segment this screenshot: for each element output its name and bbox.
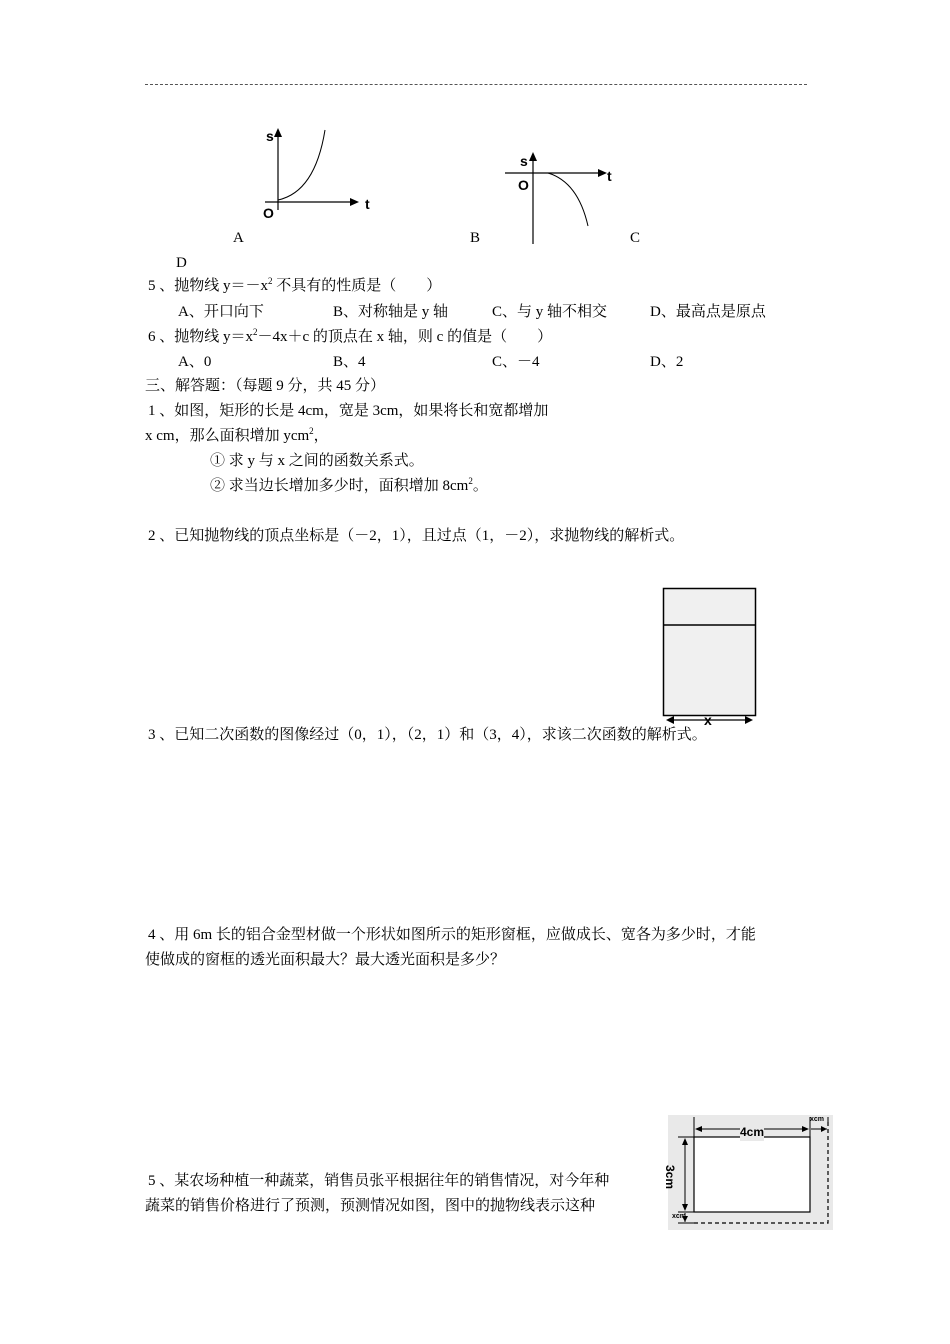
option-d-label: D: [176, 255, 187, 271]
graph-b-origin: O: [518, 177, 529, 193]
graph-a-t-label: t: [365, 196, 370, 212]
p5-line1: 5 、某农场种植一种蔬菜，销售员张平根据往年的销售情况，对今年种: [148, 1173, 610, 1189]
p4-line1: 4 、用 6m 长的铝合金型材做一个形状如图所示的矩形窗框，应做成长、宽各为多少时，才能: [148, 927, 756, 943]
q5-option-c: C、与 y 轴不相交: [492, 304, 608, 320]
option-c-label: C: [630, 230, 641, 246]
q5-option-b: B、对称轴是 y 轴: [333, 304, 449, 320]
option-b-label: B: [470, 230, 481, 246]
q6-option-d: D、2: [650, 354, 684, 370]
rect-increment-label-bottom: xcm: [672, 1213, 687, 1220]
option-a-label: A: [233, 230, 244, 246]
q6-option-a: A、0: [178, 354, 212, 370]
p3-text: 3 、已知二次函数的图像经过（0，1），（2，1）和（3，4），求该二次函数的解析式。: [148, 727, 707, 743]
graph-a-s-label: s: [266, 128, 274, 144]
header-dashed-rule: [145, 84, 807, 85]
rect-width-label: 3cm: [663, 1165, 677, 1190]
p2-text: 2 、已知抛物线的顶点坐标是（－2，1），且过点（1，－2），求抛物线的解析式。: [148, 528, 685, 544]
graph-b-s-label: s: [520, 153, 528, 169]
graph-a-origin: O: [263, 205, 274, 221]
p1-line1: 1 、如图，矩形的长是 4cm，宽是 3cm，如果将长和宽都增加: [148, 403, 549, 419]
q5-option-a: A、开口向下: [178, 304, 264, 320]
p4-line2: 使做成的窗框的透光面积最大？最大透光面积是多少？: [145, 952, 506, 968]
q6-option-b: B、4: [333, 354, 366, 370]
q6-stem: 6 、抛物线 $y=x^2-4x+c$ 的顶点在 x 轴，则 c 的值是（ ）: [148, 327, 553, 345]
graph-b-t-label: t: [607, 168, 612, 184]
p1-sub2: ② 求当边长增加多少时，面积增加 $8cm^2$。: [210, 476, 488, 494]
q5-stem: 5 、抛物线 $y=-x^2$ 不具有的性质是（ ）: [148, 276, 442, 294]
p1-line2: x cm，那么面积增加 ycm$^2$，: [145, 426, 329, 444]
p1-sub1: ① 求 y 与 x 之间的函数关系式。: [210, 453, 424, 469]
rect-increment-label-top: xcm: [810, 1116, 825, 1123]
rect-length-label: 4cm: [740, 1125, 765, 1139]
p5-line2: 蔬菜的销售价格进行了预测，预测情况如图，图中的抛物线表示这种: [145, 1198, 596, 1214]
q6-option-c: C、－4: [492, 354, 540, 370]
window-frame-figure: [660, 586, 760, 730]
graph-b: [500, 148, 620, 248]
section3-heading: 三、解答题：（每题 9 分，共 45 分）: [145, 378, 386, 394]
window-frame-x-label: x: [704, 712, 712, 728]
q5-option-d: D、最高点是原点: [650, 304, 766, 320]
